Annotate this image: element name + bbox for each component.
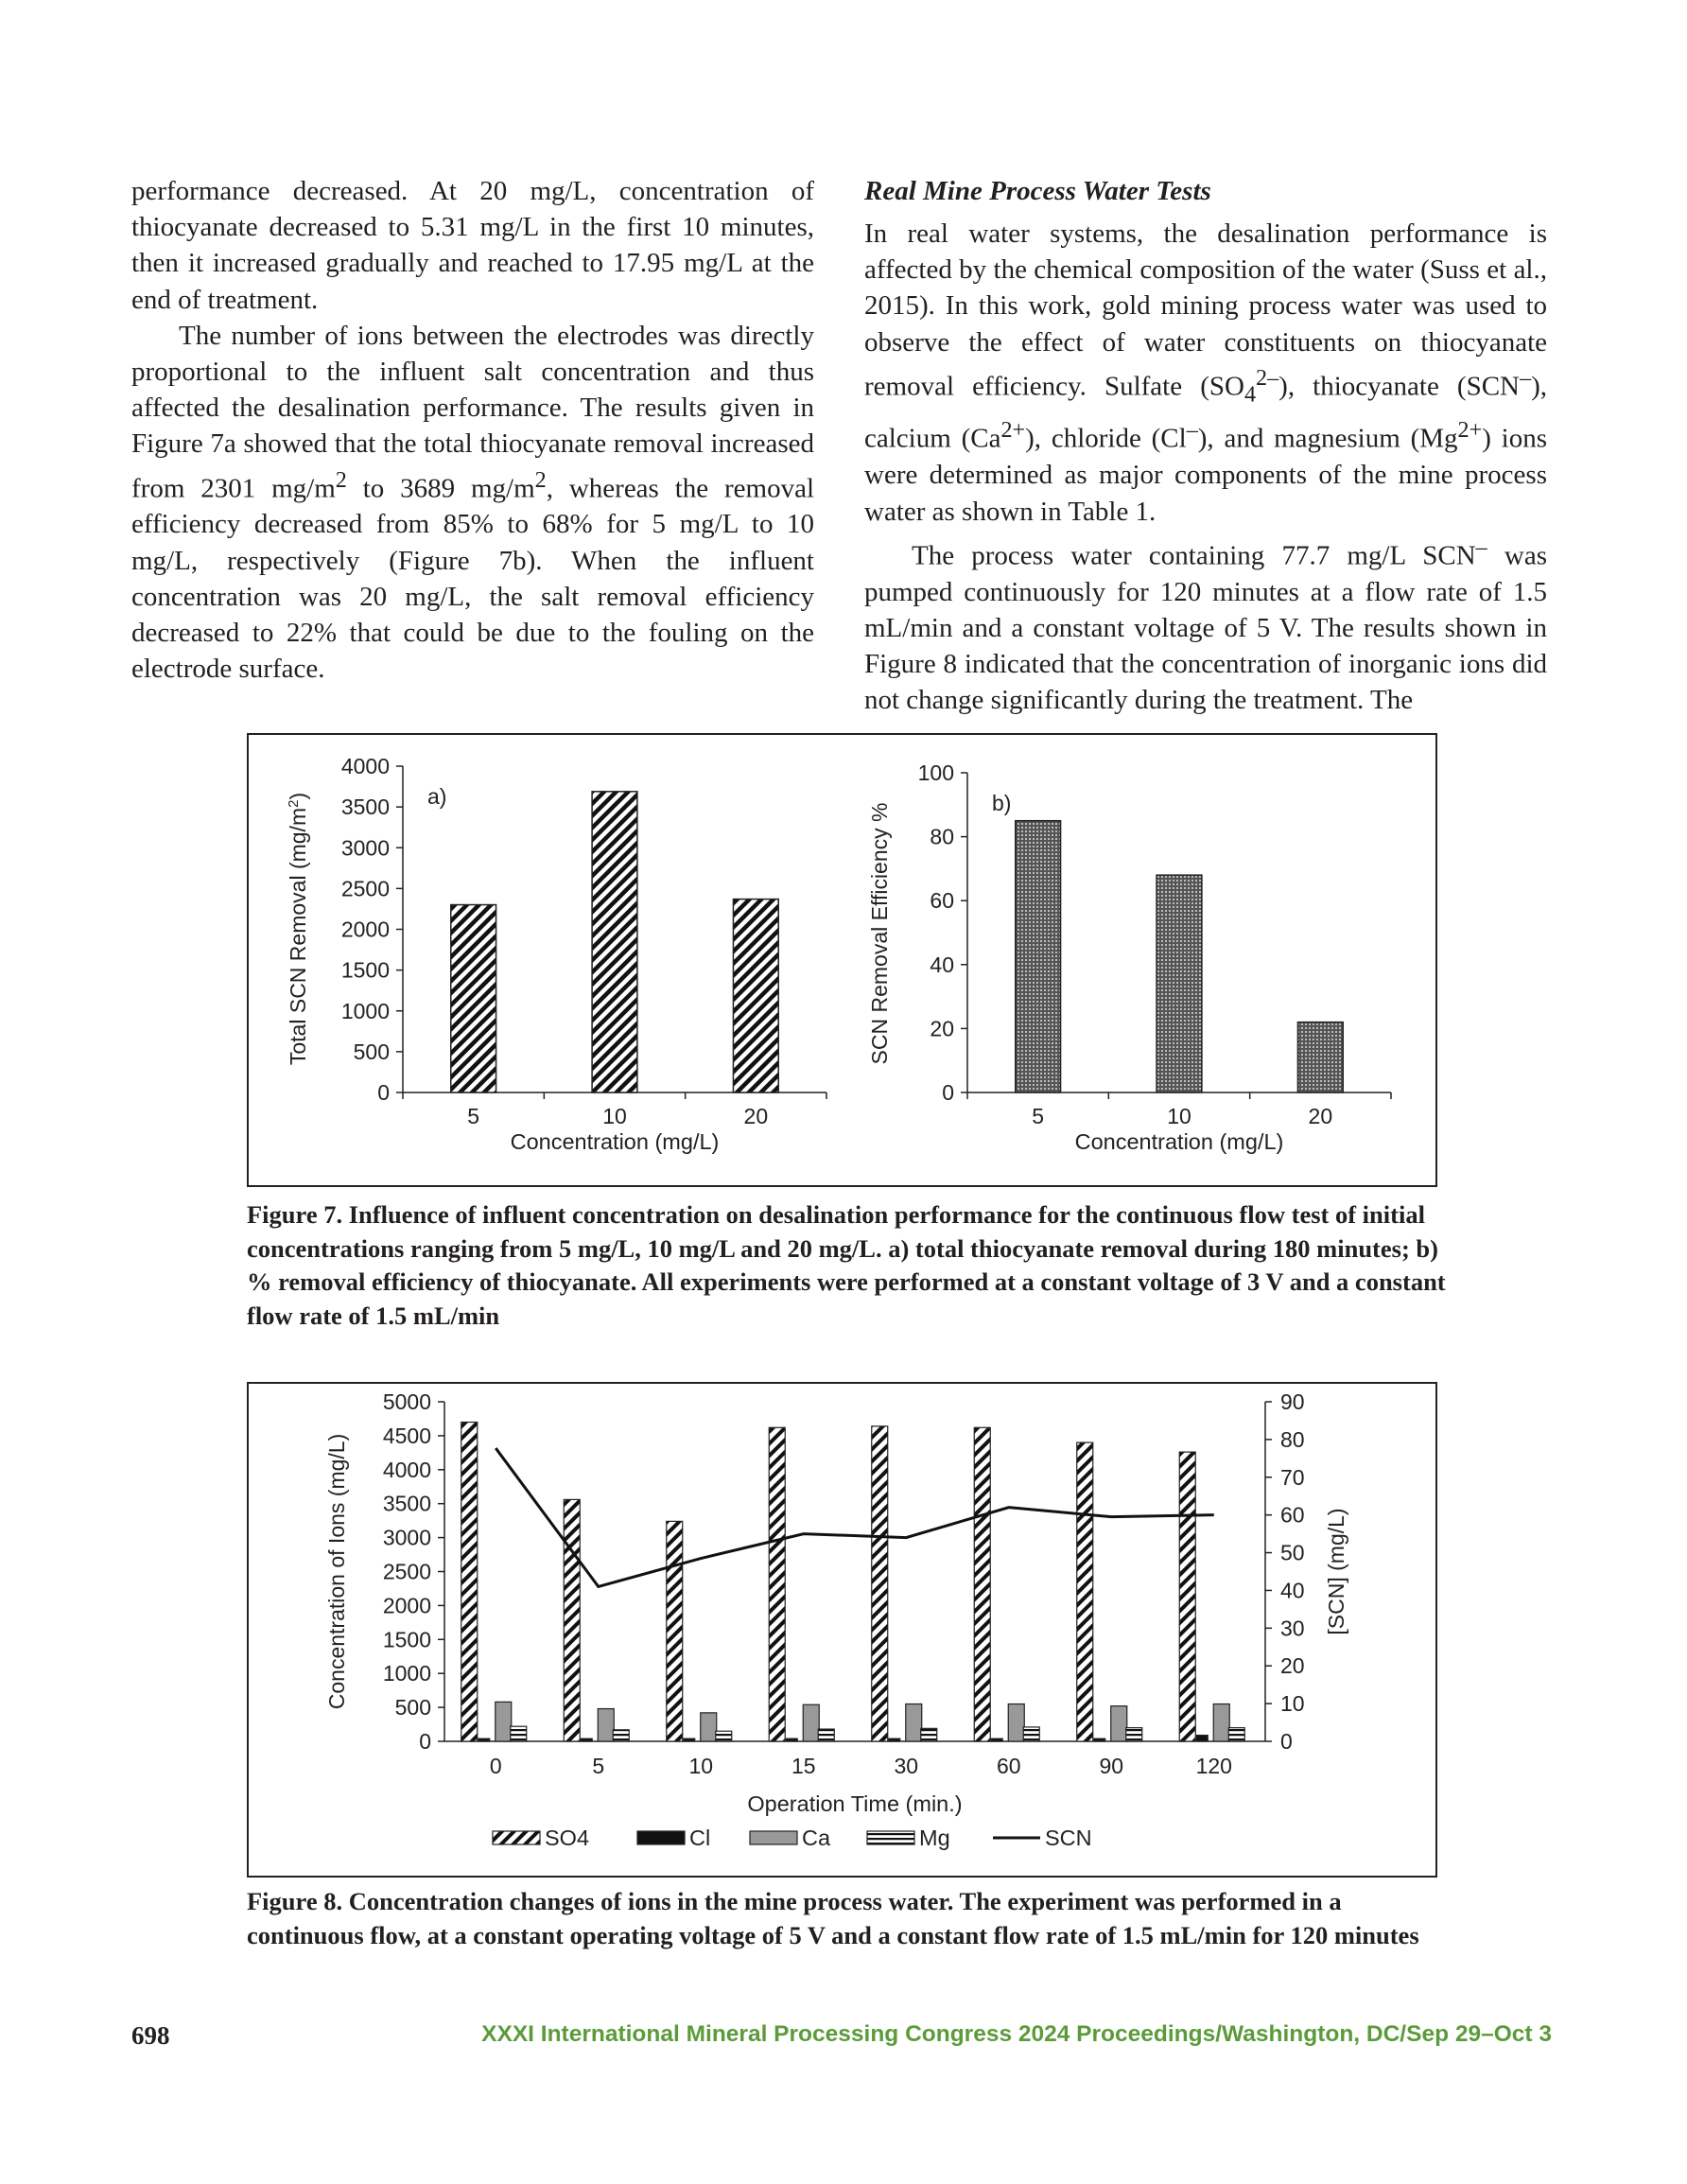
y-tick-label: 4000: [382, 1457, 431, 1482]
x-tick-label: 15: [791, 1754, 816, 1778]
bar-Cl-15: [786, 1738, 797, 1741]
bar-Ca-60: [1008, 1704, 1024, 1741]
x-tick-label: 5: [1032, 1104, 1045, 1128]
bar-Mg-30: [921, 1728, 937, 1741]
y-axis-label: SCN Removal Efficiency %: [867, 802, 892, 1065]
bar-SO4-90: [1077, 1442, 1093, 1741]
y-tick-label: 80: [930, 824, 954, 849]
figure-8-plot: [324, 1389, 1348, 1850]
scn-line: [496, 1448, 1214, 1586]
legend-label-Mg: Mg: [919, 1826, 950, 1850]
y-axis-label: Total SCN Removal $(mg/m^2)$: [285, 792, 310, 1066]
y-right-tick-label: 50: [1280, 1540, 1305, 1565]
bar-SO4-10: [667, 1521, 683, 1741]
x-tick-label: 10: [1167, 1104, 1191, 1128]
bar-SO4-30: [872, 1426, 888, 1741]
bar-Mg-5: [613, 1730, 629, 1741]
y-tick-label: 3500: [382, 1491, 431, 1516]
y-tick-label: 0: [419, 1729, 431, 1754]
bar-20: [1297, 1022, 1343, 1092]
bar-Ca-10: [701, 1713, 717, 1741]
x-tick-label: 10: [602, 1104, 627, 1128]
y-right-axis-label: [SCN] (mg/L): [1324, 1508, 1348, 1635]
proceedings-title: XXXI International Mineral Processing Congress 2024 Proceedings/Washington, DC/Sep 29–Oct 3: [481, 2021, 1552, 2047]
figure-7-chart: [249, 735, 1435, 1185]
bar-10: [1157, 875, 1202, 1092]
bar-SO4-120: [1179, 1452, 1195, 1741]
x-tick-label: 20: [1308, 1104, 1333, 1128]
legend-swatch-SO4: [493, 1831, 540, 1844]
bar-10: [592, 792, 637, 1092]
y-tick-label: 3000: [382, 1525, 431, 1550]
y-tick-label: 500: [394, 1695, 431, 1721]
legend-label-Cl: Cl: [689, 1826, 711, 1850]
y-right-tick-label: 70: [1280, 1464, 1305, 1490]
y-axis-label: Concentration of Ions (mg/L): [324, 1433, 349, 1710]
x-tick-label: 10: [688, 1754, 714, 1778]
y-tick-label: 4000: [340, 754, 390, 778]
bar-Ca-30: [906, 1704, 922, 1741]
legend-label-SO4: SO4: [545, 1826, 590, 1850]
x-axis-label: Operation Time (min.): [747, 1791, 963, 1816]
x-tick-label: 5: [467, 1104, 480, 1128]
bar-20: [733, 900, 778, 1092]
bar-Ca-15: [803, 1704, 819, 1741]
x-tick-label: 120: [1195, 1754, 1232, 1778]
bar-Cl-60: [991, 1738, 1002, 1741]
legend-label-Ca: Ca: [802, 1826, 831, 1850]
figure-8-caption: Figure 8. Concentration changes of ions in the mine process water. The experiment was performed in a continuous flow, at a constant operating voltage of 5 V and a constant flow rate of 1.5 mL/min for 120 minutes: [247, 1887, 1419, 1949]
bar-Ca-90: [1111, 1706, 1127, 1741]
figure-8: [247, 1382, 1437, 1878]
y-right-tick-label: 20: [1280, 1653, 1305, 1679]
right-paragraph-2: The process water containing 77.7 mg/L SCN– was pumped continuously for 120 minutes at a flow rate of 1.5 mL/min and a constant voltage of 5 V. The results shown in Figure 8 indicated that the concentration of inorganic ions did not change significantly during the treatment. The: [864, 533, 1547, 716]
left-paragraph-1: performance decreased. At 20 mg/L, concentration of thiocyanate decreased to 5.31 mg/L in the first 10 minutes, then it increased gradually and reached to 17.95 mg/L at the end of treatment.: [131, 176, 814, 315]
y-right-tick-label: 40: [1280, 1578, 1305, 1603]
y-tick-label: 60: [930, 888, 954, 914]
panel-label: a): [427, 784, 447, 809]
bar-SO4-60: [974, 1427, 990, 1741]
bar-Cl-90: [1094, 1738, 1105, 1741]
bar-SO4-0: [461, 1423, 478, 1741]
page-number: 698: [131, 2021, 170, 2050]
y-tick-label: 2000: [340, 917, 390, 942]
figure-7a-panel: [286, 754, 827, 1154]
bar-Mg-15: [818, 1729, 834, 1741]
figure-8-chart: [249, 1384, 1435, 1876]
y-right-tick-label: 90: [1280, 1389, 1305, 1414]
bar-5: [451, 905, 496, 1092]
bar-Mg-10: [716, 1731, 732, 1741]
bar-Ca-5: [598, 1709, 614, 1741]
figure-7-caption: Figure 7. Influence of influent concentration on desalination performance for the continuous flow test of initial concentrations ranging from 5 mg/L, 10 mg/L and 20 mg/L. a) total thiocyanate removal during 180 minutes; b) % removal efficiency of thiocyanate. All experiments were performed at a constant voltage of 3 V and a constant flow rate of 1.5 mL/min: [247, 1200, 1446, 1330]
bar-Ca-120: [1213, 1704, 1229, 1741]
legend-swatch-Cl: [637, 1831, 685, 1844]
panel-label: b): [992, 791, 1012, 815]
y-tick-label: 0: [377, 1080, 390, 1105]
figure-7: [247, 733, 1437, 1187]
y-right-tick-label: 60: [1280, 1502, 1305, 1528]
y-tick-label: 2500: [340, 876, 390, 901]
bar-Mg-60: [1023, 1727, 1039, 1741]
right-column: [864, 173, 1547, 718]
y-tick-label: 1000: [382, 1661, 431, 1686]
legend-label-SCN: SCN: [1045, 1826, 1092, 1850]
x-axis-label: Concentration (mg/L): [1074, 1129, 1284, 1154]
y-tick-label: 1500: [340, 957, 390, 983]
y-tick-label: 2000: [382, 1593, 431, 1618]
x-tick-label: 20: [743, 1104, 769, 1128]
bar-SO4-15: [769, 1427, 785, 1741]
y-tick-label: 100: [917, 760, 954, 785]
y-tick-label: 3000: [340, 835, 390, 861]
y-tick-label: 20: [930, 1016, 954, 1041]
left-paragraph-2: The number of ions between the electrodes was directly proportional to the influent salt concentration and thus affected the desalination performance. The results given in Figure 7a showed that the total thiocyanate removal increased from 2301 $mg/m^2$ to 3689 $mg/m^2$, whereas the removal efficiency decreased from 85% to 68% for 5 mg/L to 10 mg/L, respectively (Figure 7b). When the influent concentration was 20 mg/L, the salt removal efficiency decreased to 22% that could be due to the fouling on the electrode surface.: [131, 320, 815, 685]
x-tick-label: 5: [592, 1754, 605, 1778]
x-tick-label: 30: [894, 1754, 919, 1778]
y-tick-label: 0: [942, 1080, 954, 1105]
y-tick-label: 40: [930, 952, 954, 977]
y-tick-label: 3500: [340, 795, 390, 820]
y-tick-label: 1000: [340, 998, 390, 1023]
bar-Mg-120: [1228, 1728, 1244, 1741]
y-tick-label: 5000: [382, 1389, 431, 1414]
x-tick-label: 90: [1099, 1754, 1124, 1778]
figure-7b-panel: [867, 760, 1391, 1154]
bar-Mg-90: [1126, 1728, 1142, 1741]
y-tick-label: 2500: [382, 1559, 431, 1584]
bar-Cl-120: [1196, 1736, 1208, 1741]
legend-swatch-Mg: [867, 1831, 914, 1844]
section-heading: Real Mine Process Water Tests: [864, 176, 1211, 206]
y-tick-label: 500: [353, 1039, 390, 1064]
x-tick-label: 0: [489, 1754, 502, 1778]
y-right-tick-label: 0: [1280, 1729, 1293, 1754]
bar-Cl-0: [478, 1738, 490, 1741]
y-right-tick-label: 30: [1280, 1616, 1305, 1641]
x-tick-label: 60: [996, 1754, 1021, 1778]
y-right-tick-label: 10: [1280, 1691, 1305, 1717]
y-right-tick-label: 80: [1280, 1426, 1305, 1452]
left-column: [131, 173, 814, 688]
bar-Cl-30: [889, 1738, 900, 1741]
bar-SO4-5: [564, 1499, 580, 1741]
bar-Cl-5: [581, 1738, 592, 1741]
bar-5: [1016, 821, 1061, 1092]
y-tick-label: 1500: [382, 1627, 431, 1652]
x-axis-label: Concentration (mg/L): [510, 1129, 720, 1154]
bar-Mg-0: [511, 1726, 527, 1741]
bar-Cl-10: [684, 1738, 695, 1741]
y-tick-label: 4500: [382, 1423, 431, 1448]
legend-swatch-Ca: [750, 1831, 797, 1844]
bar-Ca-0: [496, 1702, 512, 1741]
right-paragraph-1: In real water systems, the desalination performance is affected by the chemical composition of the water (Suss et al., 2015). In this work, gold mining process water was used to observe the effect of water constituents on thiocyanate removal efficiency. Sulfate $(SO_4^{2-})$, thiocyanate (SCN–), calcium $(Ca^{2+})$, chloride (Cl–), and magnesium $(Mg^{2+})$ ions were determined as major components of the mine process water as shown in Table 1.: [864, 218, 1548, 527]
